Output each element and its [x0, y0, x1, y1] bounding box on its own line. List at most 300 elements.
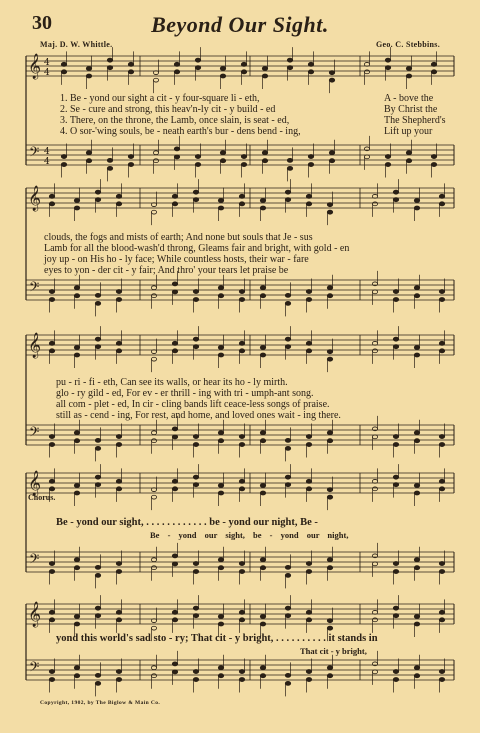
alto-note	[95, 483, 100, 487]
bass-clef-icon: 𝄢	[29, 424, 40, 443]
tenor-note	[74, 286, 79, 290]
tenor-note	[218, 286, 223, 290]
alto-note	[193, 198, 198, 202]
tenor-note	[393, 670, 398, 674]
soprano-note	[327, 619, 332, 623]
alto-note	[393, 614, 398, 618]
bass-note	[260, 566, 265, 570]
soprano-note	[74, 615, 79, 619]
bass-note	[95, 446, 100, 450]
bass-note	[193, 678, 198, 682]
alto-note	[285, 483, 290, 487]
soprano-note	[218, 615, 223, 619]
alto-note	[116, 349, 121, 353]
bass-note	[308, 163, 313, 167]
alto-note	[431, 70, 436, 74]
soprano-note	[285, 606, 290, 610]
tenor-note	[327, 666, 332, 670]
bass-clef-icon: 𝄢	[29, 551, 40, 570]
tenor-note	[329, 151, 334, 155]
bass-note	[393, 443, 398, 447]
tenor-note	[414, 666, 419, 670]
alto-note	[306, 618, 311, 622]
tenor-note	[287, 158, 292, 162]
verse-number: 1.	[60, 93, 68, 104]
soprano-note	[193, 190, 198, 194]
alto-note	[151, 495, 156, 499]
time-signature-top: 4	[44, 58, 50, 68]
alto-note	[262, 74, 267, 78]
soprano-note	[306, 194, 311, 198]
alto-note	[393, 345, 398, 349]
bass-note	[414, 294, 419, 298]
bass-note	[172, 562, 177, 566]
tenor-note	[195, 155, 200, 159]
time-signature-bottom: 4	[44, 68, 50, 78]
alto-note	[306, 487, 311, 491]
bass-note	[172, 290, 177, 294]
soprano-note	[116, 479, 121, 483]
bass-note	[239, 443, 244, 447]
tenor-note	[107, 158, 112, 162]
bass-note	[239, 678, 244, 682]
bass-note	[61, 163, 66, 167]
alto-note	[218, 206, 223, 210]
soprano-note	[95, 337, 100, 341]
tenor-note	[172, 662, 177, 666]
bass-note	[306, 298, 311, 302]
alto-note	[74, 353, 79, 357]
soprano-note	[218, 346, 223, 350]
alto-note	[239, 349, 244, 353]
alto-note	[327, 210, 332, 214]
alto-note	[218, 491, 223, 495]
alto-note	[61, 70, 66, 74]
soprano-note	[239, 194, 244, 198]
verse-1-line: 1. Be - yond our sight a cit - y four-square li - eth,	[60, 93, 260, 104]
alto-note	[95, 198, 100, 202]
bass-note	[95, 681, 100, 685]
alto-note	[220, 74, 225, 78]
alto-note	[414, 491, 419, 495]
bass-clef-icon: 𝄢	[29, 659, 40, 678]
alto-note	[439, 487, 444, 491]
bass-note	[218, 566, 223, 570]
tenor-note	[241, 155, 246, 159]
tenor-note	[306, 670, 311, 674]
tenor-note	[393, 435, 398, 439]
verse-4-line: 4. O sor-'wing souls, be - neath earth's bur - dens bend - ing,	[60, 126, 301, 137]
verse-number: 2.	[60, 104, 68, 115]
tenor-note	[260, 431, 265, 435]
alto-note	[172, 202, 177, 206]
bass-note	[95, 301, 100, 305]
verse-2-line: 2. Se - cure and strong, this heav'n-ly cit - y build - ed	[60, 104, 276, 115]
soprano-note	[414, 199, 419, 203]
bass-note	[431, 163, 436, 167]
soprano-note	[393, 475, 398, 479]
bass-note	[74, 566, 79, 570]
bass-note	[74, 294, 79, 298]
bass-note	[393, 298, 398, 302]
tenor-note	[285, 565, 290, 569]
bass-note	[285, 301, 290, 305]
tenor-note	[95, 673, 100, 677]
composer-credit: Geo. C. Stebbins.	[376, 40, 440, 49]
soprano-note	[285, 190, 290, 194]
soprano-note	[406, 67, 411, 71]
soprano-note	[239, 479, 244, 483]
tenor-note	[151, 286, 156, 290]
alto-note	[239, 618, 244, 622]
alto-note	[49, 618, 54, 622]
tenor-note	[260, 666, 265, 670]
soprano-note	[95, 606, 100, 610]
soprano-note	[195, 58, 200, 62]
alto-note	[393, 198, 398, 202]
alto-note	[260, 353, 265, 357]
bass-note	[327, 674, 332, 678]
soprano-note	[439, 610, 444, 614]
tenor-note	[172, 427, 177, 431]
tenor-note	[327, 431, 332, 435]
bass-note	[327, 566, 332, 570]
tenor-note	[439, 670, 444, 674]
alto-note	[151, 626, 156, 630]
bass-note	[329, 159, 334, 163]
alto-note	[218, 353, 223, 357]
soprano-note	[193, 475, 198, 479]
soprano-note	[74, 346, 79, 350]
bass-note	[287, 166, 292, 170]
soprano-note	[193, 606, 198, 610]
tenor-note	[239, 562, 244, 566]
alto-note	[95, 614, 100, 618]
bass-note	[372, 435, 377, 439]
soprano-note	[128, 62, 133, 66]
treble-clef-icon: 𝄞	[28, 333, 42, 358]
alto-note	[151, 357, 156, 361]
tenor-note	[439, 435, 444, 439]
bass-note	[439, 298, 444, 302]
tenor-note	[306, 290, 311, 294]
bass-note	[385, 163, 390, 167]
alto-note	[86, 74, 91, 78]
alto-note	[414, 206, 419, 210]
tenor-note	[172, 282, 177, 286]
bass-note	[172, 670, 177, 674]
soprano-note	[285, 475, 290, 479]
tenor-note	[151, 431, 156, 435]
soprano-note	[414, 615, 419, 619]
soprano-note	[61, 62, 66, 66]
soprano-note	[260, 346, 265, 350]
soprano-note	[393, 190, 398, 194]
bass-note	[116, 570, 121, 574]
soprano-note	[431, 62, 436, 66]
tenor-note	[414, 431, 419, 435]
tenor-note	[193, 562, 198, 566]
system-5-soprano-lyrics: yond this world's sad sto - ry; That cit - y bright, . . . . . . . . . . it stands in	[56, 633, 378, 644]
soprano-note	[172, 479, 177, 483]
tenor-note	[393, 290, 398, 294]
tenor-note	[49, 562, 54, 566]
tenor-note	[151, 558, 156, 562]
soprano-note	[220, 67, 225, 71]
bass-note	[372, 562, 377, 566]
bass-note	[414, 439, 419, 443]
bass-note	[49, 298, 54, 302]
treble-clef-icon: 𝄞	[28, 54, 42, 79]
alto-note	[239, 202, 244, 206]
tenor-note	[116, 290, 121, 294]
bass-note	[414, 566, 419, 570]
bass-note	[372, 290, 377, 294]
soprano-note	[439, 341, 444, 345]
bass-note	[306, 570, 311, 574]
alto-note	[193, 614, 198, 618]
treble-clef-icon: 𝄞	[28, 602, 42, 627]
alto-note	[306, 349, 311, 353]
alto-note	[285, 198, 290, 202]
bass-note	[306, 678, 311, 682]
bass-note	[193, 298, 198, 302]
tenor-note	[49, 290, 54, 294]
soprano-note	[414, 484, 419, 488]
alto-note	[372, 202, 377, 206]
soprano-note	[393, 337, 398, 341]
soprano-note	[414, 346, 419, 350]
bass-note	[218, 294, 223, 298]
bass-note	[49, 570, 54, 574]
bass-note	[439, 443, 444, 447]
hymn-title: Beyond Our Sight.	[151, 12, 329, 37]
bass-note	[439, 678, 444, 682]
chorus-bass-lyrics: Be - yond our sight, be - yond our night,	[150, 530, 349, 540]
alto-note	[393, 483, 398, 487]
alto-note	[285, 345, 290, 349]
alto-note	[193, 483, 198, 487]
bass-note	[306, 443, 311, 447]
tenor-note	[431, 155, 436, 159]
alto-note	[308, 70, 313, 74]
soprano-note	[260, 615, 265, 619]
alto-note	[327, 626, 332, 630]
alto-note	[128, 70, 133, 74]
alto-note	[239, 487, 244, 491]
tenor-note	[151, 666, 156, 670]
tenor-note	[285, 438, 290, 442]
alto-note	[306, 202, 311, 206]
alto-note	[241, 70, 246, 74]
bass-note	[107, 166, 112, 170]
alto-note	[414, 622, 419, 626]
bass-note	[260, 294, 265, 298]
lyricist-credit: Maj. D. W. Whittle.	[40, 40, 113, 49]
alto-note	[49, 202, 54, 206]
bass-note	[239, 298, 244, 302]
tenor-note	[439, 562, 444, 566]
verse-pickups-system-1: A - bove the By Christ the The Shepherd's Lift up your	[384, 93, 446, 137]
tenor-note	[193, 435, 198, 439]
soprano-note	[49, 194, 54, 198]
alto-note	[151, 210, 156, 214]
bass-note	[95, 573, 100, 577]
soprano-note	[385, 58, 390, 62]
alto-note	[218, 622, 223, 626]
tenor-note	[406, 151, 411, 155]
tenor-note	[116, 562, 121, 566]
alto-note	[372, 349, 377, 353]
alto-note	[287, 66, 292, 70]
soprano-note	[86, 67, 91, 71]
alto-note	[116, 618, 121, 622]
alto-note	[95, 345, 100, 349]
bass-note	[372, 670, 377, 674]
tenor-note	[95, 438, 100, 442]
soprano-note	[241, 62, 246, 66]
tenor-note	[393, 562, 398, 566]
soprano-note	[327, 488, 332, 492]
alto-note	[327, 495, 332, 499]
tenor-note	[95, 293, 100, 297]
soprano-note	[49, 610, 54, 614]
tenor-note	[95, 565, 100, 569]
bass-note	[86, 159, 91, 163]
tenor-note	[260, 558, 265, 562]
soprano-note	[218, 484, 223, 488]
tenor-note	[74, 666, 79, 670]
alto-note	[439, 618, 444, 622]
chorus-soprano-lyrics: Be - yond our sight, . . . . . . . . . . . . be - yond our night, Be -	[56, 517, 318, 528]
soprano-note	[260, 199, 265, 203]
bass-note	[327, 294, 332, 298]
time-signature-top: 4	[44, 147, 50, 157]
verse-lyrics-system-3: pu - ri - fi - eth, Can see its walls, or hear its ho - ly mirth. glo - ry gild - ed, For ev - er thrill - ing with tri - umph-ant song. all com - plet - ed, In cir - cling bands lift ceace-less songs of praise. still as - cend - ing, For rest, and home, and loved ones wait - ing there.	[56, 377, 341, 421]
alto-note	[372, 487, 377, 491]
soprano-note	[116, 341, 121, 345]
bass-note	[439, 570, 444, 574]
verse-number: 3.	[60, 115, 68, 126]
bass-note	[74, 439, 79, 443]
tenor-note	[414, 286, 419, 290]
alto-note	[172, 349, 177, 353]
chorus-label: Chorus.	[28, 493, 56, 502]
bass-note	[260, 439, 265, 443]
bass-note	[193, 443, 198, 447]
soprano-note	[327, 203, 332, 207]
bass-note	[218, 439, 223, 443]
tenor-note	[74, 431, 79, 435]
bass-note	[262, 159, 267, 163]
bass-note	[116, 678, 121, 682]
bass-note	[195, 163, 200, 167]
tenor-note	[218, 431, 223, 435]
alto-note	[49, 487, 54, 491]
soprano-note	[327, 350, 332, 354]
soprano-note	[308, 62, 313, 66]
bass-note	[285, 573, 290, 577]
tenor-note	[414, 558, 419, 562]
bass-note	[393, 678, 398, 682]
soprano-note	[306, 479, 311, 483]
verse-number: 4.	[60, 126, 68, 137]
tenor-note	[262, 151, 267, 155]
bass-clef-icon: 𝄢	[29, 279, 40, 298]
soprano-note	[285, 337, 290, 341]
soprano-note	[306, 341, 311, 345]
bass-note	[327, 439, 332, 443]
bass-note	[260, 674, 265, 678]
alto-note	[329, 78, 334, 82]
bass-note	[285, 446, 290, 450]
soprano-note	[439, 194, 444, 198]
tenor-note	[172, 554, 177, 558]
alto-note	[372, 618, 377, 622]
bass-note	[151, 566, 156, 570]
soprano-note	[95, 190, 100, 194]
bass-note	[151, 294, 156, 298]
alto-note	[260, 491, 265, 495]
alto-note	[193, 345, 198, 349]
alto-note	[439, 202, 444, 206]
alto-note	[406, 74, 411, 78]
verse-lyrics-system-1	[60, 93, 301, 137]
bass-note	[414, 674, 419, 678]
alto-note	[260, 622, 265, 626]
bass-note	[116, 443, 121, 447]
alto-note	[49, 349, 54, 353]
alto-note	[260, 206, 265, 210]
bass-note	[116, 298, 121, 302]
soprano-note	[116, 610, 121, 614]
bass-note	[172, 435, 177, 439]
alto-note	[153, 78, 158, 82]
alto-note	[116, 202, 121, 206]
soprano-note	[107, 58, 112, 62]
bass-note	[241, 163, 246, 167]
soprano-note	[74, 199, 79, 203]
tenor-note	[61, 155, 66, 159]
tenor-note	[174, 147, 179, 151]
bass-note	[406, 159, 411, 163]
bass-note	[74, 674, 79, 678]
bass-note	[49, 678, 54, 682]
alto-note	[285, 614, 290, 618]
alto-note	[172, 487, 177, 491]
tenor-note	[385, 155, 390, 159]
alto-note	[327, 357, 332, 361]
copyright-notice: Copyright, 1902, by The Biglow & Main Co.	[40, 700, 161, 706]
tenor-note	[116, 435, 121, 439]
soprano-note	[393, 606, 398, 610]
tenor-note	[128, 155, 133, 159]
soprano-note	[116, 194, 121, 198]
alto-note	[74, 206, 79, 210]
tenor-note	[239, 435, 244, 439]
soprano-note	[174, 62, 179, 66]
tenor-note	[220, 151, 225, 155]
time-signature-bottom: 4	[44, 157, 50, 167]
alto-note	[195, 66, 200, 70]
soprano-note	[306, 610, 311, 614]
soprano-note	[329, 71, 334, 75]
soprano-note	[172, 194, 177, 198]
tenor-note	[260, 286, 265, 290]
soprano-note	[287, 58, 292, 62]
soprano-note	[74, 484, 79, 488]
bass-note	[153, 159, 158, 163]
